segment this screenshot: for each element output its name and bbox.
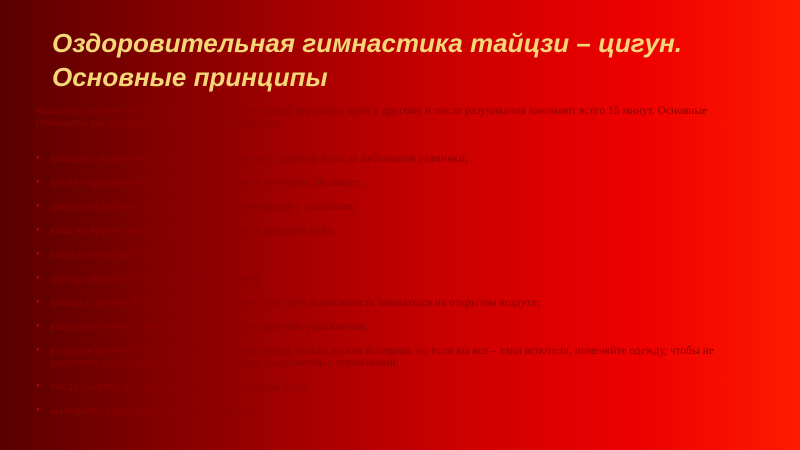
list-item-text: после занятий не следует принимать холодный душ; [50, 381, 307, 393]
bullet-icon: • [36, 381, 40, 392]
list-item [36, 201, 756, 213]
bullet-icon: • [36, 321, 40, 332]
list-item-text: внимание нужно концентрировать на выполняемом упражнении; [50, 321, 369, 333]
list-item-text: одежда должна быть свободной и удобной; [50, 273, 262, 285]
intro-paragraph: Комплекс состоит из 5 упражнений, которые плавно переходят один в другому и после разучивания занимают всего 15 минут. Основные принципы так же просты, как и сами упражнения: [36, 105, 708, 129]
bullet-icon: • [36, 345, 40, 356]
bullet-icon: • [36, 153, 40, 164]
list-item [36, 273, 756, 285]
list-item [36, 249, 756, 261]
bullet-icon: • [36, 225, 40, 236]
list-item [36, 321, 756, 333]
list-item-text: во время занятий не должно быть потоотделения, только легкая испарина, но если вы все – таки вспотели, поменяйте одежду, чтобы не допустить переохлаждения, и снизьте темп выполняемых упражнений; [50, 345, 714, 369]
list-item-text: выполнять упражнения нужно ежедневно. [50, 405, 258, 417]
list-item-text: движения должны быть плавными, синхронными с дыханием; [50, 201, 357, 213]
slide-content [36, 105, 756, 429]
bullet-icon: • [36, 273, 40, 284]
bullet-icon: • [36, 249, 40, 260]
list-item [36, 345, 756, 369]
list-item [36, 177, 756, 189]
list-item [36, 381, 756, 393]
list-item-text: глаза полузакрыты; [50, 249, 146, 261]
list-item-text: язык во время упражнений слегка касается верхнего неба; [50, 225, 336, 237]
bullet-icon: • [36, 177, 40, 188]
list-item [36, 405, 756, 417]
list-item [36, 153, 756, 165]
bullet-icon: • [36, 297, 40, 308]
list-item-text: после упражнений пищу нельзя принимать в течение 30 минут; [50, 177, 362, 189]
rules-list [36, 153, 756, 417]
list-item-text: комплекс выполняется утром после подъема с постели и после небольшой разминки; [50, 153, 469, 165]
bullet-icon: • [36, 405, 40, 416]
slide-title: Оздоровительная гимнастика тайцзи – цигун. Основные принципы [52, 28, 683, 92]
bullet-icon: • [36, 201, 40, 212]
list-item-text: комната должна быть проветрена, хорошо, если есть возможность заниматься на открытом воздухе; [50, 297, 541, 309]
list-item [36, 225, 756, 237]
list-item [36, 297, 756, 309]
